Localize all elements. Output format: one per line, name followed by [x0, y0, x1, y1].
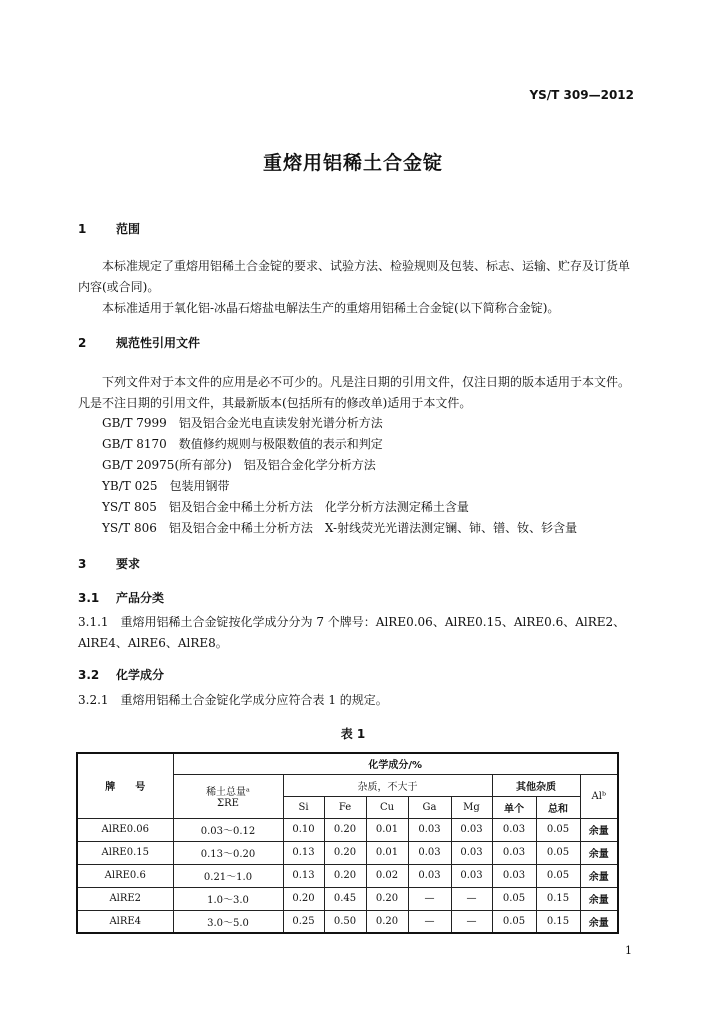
references-intro-paragraph: 下列文件对于本文件的应用是必不可少的。凡是注日期的引用文件，仅注日期的版本适用于本文件。凡是不注日期的引用文件，其最新版本(包括所有的修改单)适用于本文件。: [78, 375, 631, 410]
reference-item: GB/T 20975(所有部分) 铝及铝合金化学分析方法: [102, 458, 376, 472]
cell-total: 0.15: [536, 887, 580, 910]
cell-brand: AlRE0.15: [77, 841, 173, 864]
cell-cu: 0.20: [366, 887, 408, 910]
cell-fe: 0.50: [324, 910, 366, 933]
cell-ga: —: [408, 887, 451, 910]
section-number: 3.1: [78, 591, 100, 605]
cell-fe: 0.20: [324, 864, 366, 887]
cell-re: 0.03～0.12: [173, 818, 283, 841]
cell-cu: 0.01: [366, 818, 408, 841]
document-title: 重熔用铝稀土合金锭: [262, 152, 443, 174]
cell-re: 0.13～0.20: [173, 841, 283, 864]
cell-mg: 0.03: [451, 864, 492, 887]
cell-al: 余量: [580, 818, 618, 841]
cell-ga: 0.03: [408, 818, 451, 841]
cell-fe: 0.20: [324, 818, 366, 841]
cell-mg: 0.03: [451, 841, 492, 864]
al-header: Alᵇ: [580, 774, 618, 818]
cell-re: 1.0～3.0: [173, 887, 283, 910]
cell-single: 0.05: [492, 887, 536, 910]
cell-al: 余量: [580, 841, 618, 864]
reference-item: GB/T 8170 数值修约规则与极限数值的表示和判定: [102, 437, 383, 451]
cell-cu: 0.02: [366, 864, 408, 887]
cell-mg: —: [451, 910, 492, 933]
rare-earth-total-header: [173, 774, 283, 818]
brand-header: 牌 号: [77, 753, 173, 818]
reference-item: YS/T 806 铝及铝合金中稀土分析方法 X-射线荧光光谱法测定镧、铈、镨、钕、钐含量: [102, 521, 578, 535]
cell-si: 0.20: [283, 887, 324, 910]
cell-brand: AlRE2: [77, 887, 173, 910]
other-impurity-header: 其他杂质: [492, 774, 580, 796]
fe-header: Fe: [324, 796, 366, 818]
cell-total: 0.05: [536, 841, 580, 864]
reference-item: GB/T 7999 铝及铝合金光电直读发射光谱分析方法: [102, 416, 383, 430]
cell-single: 0.03: [492, 841, 536, 864]
cell-single: 0.03: [492, 818, 536, 841]
mg-header: Mg: [451, 796, 492, 818]
paragraph-3-1-1: 3.1.1 重熔用铝稀土合金锭按化学成分分为 7 个牌号：AlRE0.06、AlRE0.15、AlRE0.6、AlRE2、AlRE4、AlRE6、AlRE8。: [78, 615, 626, 650]
cell-cu: 0.01: [366, 841, 408, 864]
rare-earth-header-line1: 稀土总量ᵃ: [206, 787, 250, 798]
section-heading-3-1: [78, 589, 164, 606]
cell-ga: 0.03: [408, 864, 451, 887]
impurity-header: 杂质，不大于: [283, 774, 492, 796]
cell-brand: AlRE0.06: [77, 818, 173, 841]
rare-earth-header-line2: ΣRE: [217, 798, 239, 809]
cell-brand: AlRE0.6: [77, 864, 173, 887]
cell-single: 0.03: [492, 864, 536, 887]
cell-si: 0.25: [283, 910, 324, 933]
ga-header: Ga: [408, 796, 451, 818]
section-title: 要求: [116, 557, 141, 571]
section-number: 3.2: [78, 668, 100, 682]
cell-al: 余量: [580, 864, 618, 887]
table-row: [77, 841, 618, 864]
chemical-composition-table: [76, 752, 619, 934]
scope-paragraph-1: 本标准规定了重熔用铝稀土合金锭的要求、试验方法、检验规则及包装、标志、运输、贮存及订货单内容(或合同)。: [78, 259, 631, 294]
cell-fe: 0.20: [324, 841, 366, 864]
cell-si: 0.10: [283, 818, 324, 841]
standard-code: YS/T 309—2012: [529, 88, 634, 102]
section-number: 2: [78, 336, 87, 350]
cell-si: 0.13: [283, 841, 324, 864]
table-caption: 表 1: [340, 727, 366, 741]
cell-total: 0.15: [536, 910, 580, 933]
page-number: 1: [625, 944, 632, 957]
cell-fe: 0.45: [324, 887, 366, 910]
section-heading-2: [78, 334, 200, 351]
section-heading-1: [78, 220, 140, 237]
cell-al: 余量: [580, 910, 618, 933]
cell-mg: —: [451, 887, 492, 910]
section-title: 化学成分: [116, 668, 165, 682]
table-row: [77, 887, 618, 910]
paragraph-3-2-1: 3.2.1 重熔用铝稀土合金锭化学成分应符合表 1 的规定。: [78, 693, 388, 707]
reference-item: YS/T 805 铝及铝合金中稀土分析方法 化学分析方法测定稀土含量: [102, 500, 469, 514]
scope-paragraph-2: 本标准适用于氧化铝-冰晶石熔盐电解法生产的重熔用铝稀土合金锭(以下简称合金锭)。: [102, 301, 560, 315]
cell-ga: 0.03: [408, 841, 451, 864]
section-title: 范围: [116, 222, 141, 236]
single-header: 单个: [492, 796, 536, 818]
cell-si: 0.13: [283, 864, 324, 887]
section-heading-3-2: [78, 666, 164, 683]
table-row: [77, 910, 618, 933]
table-row: [77, 864, 618, 887]
section-number: 1: [78, 222, 87, 236]
cell-single: 0.05: [492, 910, 536, 933]
cell-brand: AlRE4: [77, 910, 173, 933]
section-title: 规范性引用文件: [116, 336, 201, 350]
table-row: [77, 818, 618, 841]
si-header: Si: [283, 796, 324, 818]
cell-ga: —: [408, 910, 451, 933]
reference-item: YB/T 025 包装用钢带: [102, 479, 230, 493]
section-number: 3: [78, 557, 87, 571]
cell-al: 余量: [580, 887, 618, 910]
cell-re: 0.21～1.0: [173, 864, 283, 887]
cell-cu: 0.20: [366, 910, 408, 933]
cell-mg: 0.03: [451, 818, 492, 841]
composition-header: 化学成分/%: [173, 753, 618, 774]
total-header: 总和: [536, 796, 580, 818]
cu-header: Cu: [366, 796, 408, 818]
cell-total: 0.05: [536, 864, 580, 887]
section-title: 产品分类: [116, 591, 165, 605]
cell-total: 0.05: [536, 818, 580, 841]
section-heading-3: [78, 555, 140, 572]
cell-re: 3.0～5.0: [173, 910, 283, 933]
